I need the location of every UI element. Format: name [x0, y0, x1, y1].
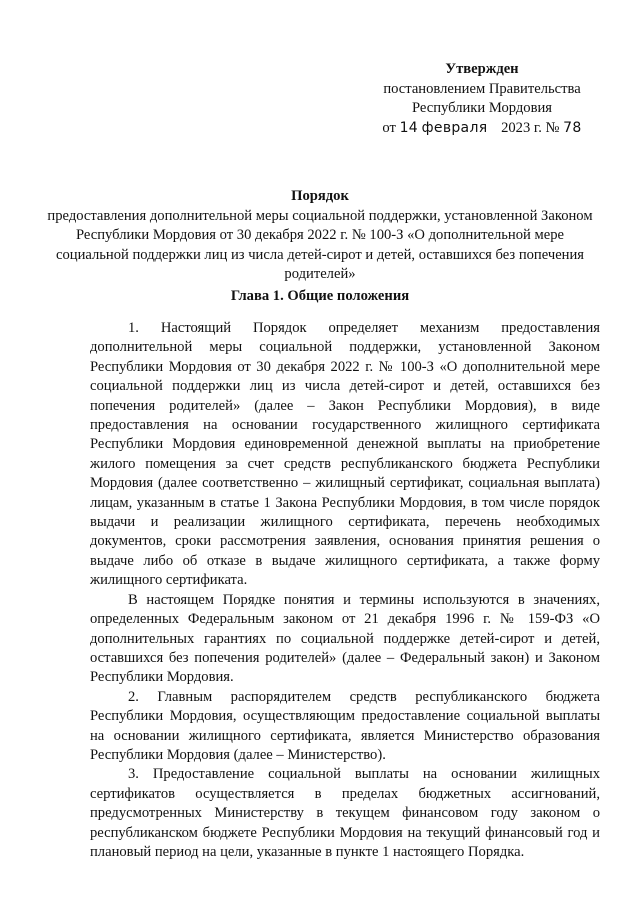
chapter-heading: Глава 1. Общие положения: [230, 288, 410, 304]
document-body: [90, 319, 600, 862]
document-number: 78: [563, 119, 582, 136]
approval-title: Утвержден: [445, 61, 519, 77]
date-month: февраля: [421, 119, 488, 136]
approval-block: [352, 60, 612, 138]
date-year: 2023 г. №: [501, 119, 560, 136]
document-title-block: [40, 187, 600, 285]
date-prefix: от: [382, 119, 396, 136]
paragraph: 2. Главным распорядителем средств республиканского бюджета Республики Мордовия, осуществляющим предоставление социальной выплаты на основании жилищного сертификата, является Министерство образования Республики Мордовия (далее – Министерство).: [90, 688, 600, 763]
approval-date-line: [352, 119, 612, 139]
document-title: Порядок: [291, 188, 349, 204]
approval-line-2: Республики Мордовия: [411, 100, 552, 116]
paragraph: В настоящем Порядке понятия и термины используются в значениях, определенных Федеральным законом от 21 декабря 1996 г. № 159-ФЗ «О дополнительных гарантиях по социальной поддержке детей-сирот и детей, оставшихся без попечения родителей» (далее – Федеральный закон) и Законом Республики Мордовия.: [90, 591, 600, 686]
document-subtitle: предоставления дополнительной меры социальной поддержки, установленной Законом Республики Мордовия от 30 декабря 2022 г. № 100-З «О дополнительной мере социальной поддержки лиц из числа детей-сирот и детей, оставшихся без попечения родителей»: [47, 207, 593, 282]
approval-line-1: постановлением Правительства: [383, 80, 581, 97]
paragraph: 3. Предоставление социальной выплаты на основании жилищных сертификатов осуществляется в пределах бюджетных ассигнований, предусмотренных Министерству в текущем финансовом году законом о республиканском бюджете Республики Мордовия на текущий финансовый год и плановый период на цели, указанные в пункте 1 настоящего Порядка.: [90, 766, 600, 860]
date-day: 14: [399, 119, 418, 136]
paragraph: 1. Настоящий Порядок определяет механизм предоставления дополнительной меры социальной поддержки, установленной Законом Республики Мордовия от 30 декабря 2022 г. № 100-З «О дополнительной мере социальной поддержки лиц из числа детей-сирот и детей, оставшихся без попечения родителей» (далее – Закон Республики Мордовия), в виде предоставления на основании государственного жилищного сертификата Республики Мордовия единовременной денежной выплаты на приобретение жилого помещения за счет средств республиканского бюджета Республики Мордовия (далее соответственно – жилищный сертификат, социальная выплата) лицам, указанным в статье 1 Закона Республики Мордовия, в том числе порядок выдачи и реализации жилищного сертификата, перечень необходимых документов, сроки рассмотрения заявления, основания принятия решения о выдаче либо об отказе в выдаче жилищного сертификата, а также форму жилищного сертификата.: [90, 320, 600, 589]
